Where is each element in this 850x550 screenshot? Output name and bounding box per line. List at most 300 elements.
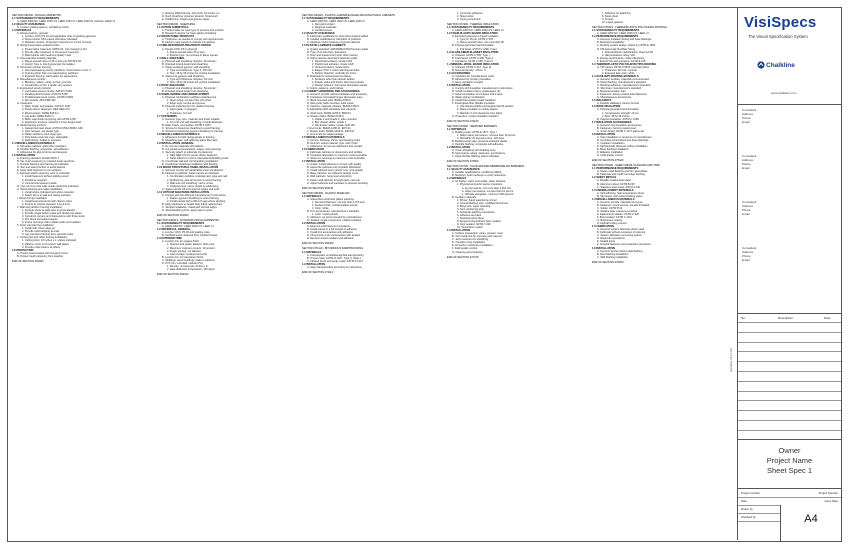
spec-line: 2. Joist hangers, top flange type <box>22 129 59 133</box>
spec-line: A. Adhesives for field gluing panels to framing <box>162 135 215 139</box>
spec-line: B. Auxiliary materials <box>452 195 477 199</box>
spec-line: 1. Surfaces other than drawer bodies <box>312 77 355 81</box>
section-heading: END OF SECTION 061000 <box>12 259 44 263</box>
spec-line: A. Building wrap: ASTM E 1677, Type I <box>452 130 497 134</box>
spec-line: B. Nails, brads, and staples: ASTM F 1667 <box>162 123 211 127</box>
spec-line: C. Provide blocking and framing as indicated <box>17 163 69 167</box>
spec-line: 2. Heat deflection temperature: 130 deg F <box>167 267 216 271</box>
spec-line: E. Miscellaneous lumber: <box>17 77 46 81</box>
spec-line: F. Walkway installation <box>597 151 623 155</box>
spec-line: 1. Flame-spread index 25 or less <box>167 50 205 54</box>
spec-line: E. Coordinate sheathing installation with flashing <box>162 163 218 167</box>
spec-line: A. Lumber: DOC PS 20 and grading rules <box>162 231 210 235</box>
spec-line: I. Wood furring installation <box>17 196 47 200</box>
spec-line: 1. Fire/windstorm classification: Class 1A-90 <box>602 50 653 54</box>
spec-line: F. Conceal fasteners and expansion provisions <box>597 243 651 247</box>
spec-line: C. Space panels 1/8 inch apart at edges and ends <box>162 187 220 191</box>
spec-line: B. Trowel coats: ASTM D 1227, Type II, Class 1 <box>307 256 362 260</box>
spec-line: 3. Exposed framing: hand-select for appearance <box>22 74 78 78</box>
spec-line: 1. Install level and plumb with closure strips <box>22 199 72 203</box>
spec-line: A. General: roof insulation accessories <box>597 123 642 127</box>
spec-line: C. Back-mounted pulls: BHMA A156.9 <box>307 99 351 103</box>
spec-line: A. Glass-fiber-reinforced plastic paneling <box>307 197 354 201</box>
spec-column-3 <box>302 12 442 538</box>
spec-line: H. Asphalt roofing cement <box>597 222 627 226</box>
section-heading: END OF SECTION 062013 <box>157 272 189 276</box>
section-heading: SECTION 061600 - SHEATHING <box>157 23 196 27</box>
spec-line: A. Cold-applied, emulsified-asphalt dampproofing <box>307 253 364 257</box>
spec-line: A. Examine substrates for compliance <box>307 225 351 229</box>
spec-line: A. LEED 2009 NC; LEED 2009 CS; LEED 2009 CI <box>307 20 365 24</box>
spec-line: F. Engineered wood products: <box>17 87 52 91</box>
spec-line: 1. Horizontal surfaces: Grade HGS <box>312 59 353 63</box>
spec-line: 1. Nails, brads, and staples: ASTM F 1667 <box>22 105 71 109</box>
spec-line: B. Oriented-strand-board wall sheathing <box>162 62 208 66</box>
spec-line: A. Air barrier: vapor permeable, water resistive <box>452 180 506 184</box>
spec-line: K. Floor joist framing installation <box>17 224 54 228</box>
section-heading: SECTION 064116 - PLASTIC-LAMINATE-FACED ARCHITECTURAL CABINETS <box>302 14 395 17</box>
spec-line: D. Transition strip installation <box>452 241 486 245</box>
spec-line: C. Bonding adhesive: manufacturer's standard <box>597 84 651 88</box>
spec-line: 2. Interior Type A, low-hygroscopic formulation <box>22 62 76 66</box>
section-heading: END OF SECTION 076200 <box>592 260 624 264</box>
article-heading: 1.1 SUSTAINABILITY REQUIREMENTS <box>157 222 205 226</box>
section-heading: END OF SECTION 064116 <box>302 186 334 190</box>
spec-line: 3. Mark lumber with treatment quality mark <box>22 53 72 57</box>
spec-line: 1. Ceiling joists: 16 inches o.c. unless indicated <box>22 239 77 243</box>
spec-line: 1. Use blanket widths and lengths that fill cavities <box>457 105 514 109</box>
article-heading: 1.4 CABINET HARDWARE AND ACCESSORIES <box>302 90 360 94</box>
article-heading: 1.5 ROOF SHEATHING <box>157 84 185 88</box>
spec-line: E. Energy performance: solar reflectance <box>597 56 645 60</box>
spec-line: B. Sheet flashing: manufacturer's standard <box>597 81 646 85</box>
spec-line: A. Protect wood treated with inorganic boron <box>17 251 69 255</box>
spec-line: 1. Galvanized steel sheet, ASTM A 653/A 653M, G60 <box>22 126 83 130</box>
info-key: Checked by <box>741 515 756 519</box>
info-key: Date <box>741 499 747 503</box>
spec-line: C. Eave ventilation troughs <box>452 81 483 85</box>
spec-line: F. Colors, patterns, and finishes <box>307 87 344 91</box>
spec-line: 9. Joint sealant: ASTM C 920 <box>457 223 491 227</box>
spec-line: 1. Thickness: 60 mils, nominal <box>602 68 637 72</box>
section-heading: END OF SECTION 066400 <box>302 242 334 246</box>
info-value: Issue Date <box>824 499 838 503</box>
revision-table <box>738 313 841 440</box>
spec-line: 2. Install panels with a 3/8-inch gap where abutting <box>167 199 226 203</box>
spec-line: B. Certified wood: obtained from certified forests <box>162 234 218 238</box>
section-heading: SECTION 076200 - SHEET METAL FLASHING AND TRIM <box>592 164 660 168</box>
consultant-address: Address <box>742 250 754 254</box>
consultant-block <box>738 108 841 138</box>
sheet-title: Sheet Spec 1 <box>766 466 813 475</box>
spec-line: D. Sealant tape: pressure-sensitive <box>597 209 638 213</box>
spec-line: E. Metal termination bars <box>597 90 626 94</box>
spec-line: B. Building-wrap tape: pressure-sensitive plastic <box>452 139 508 143</box>
spec-line: 10. Termination mastic <box>457 226 483 230</box>
spec-line: C. Stainless-steel sheet: ASTM A 240 <box>597 185 640 189</box>
spec-line: 3. Vertical surfaces: Grade HGS <box>312 65 349 69</box>
spec-line: C. Joint treatment for sheathing <box>452 238 489 242</box>
article-heading: 1.3 EXTERIOR TRIM <box>157 237 182 241</box>
spec-line: D. Coordinate wall and roof sheathing installation <box>162 160 219 164</box>
spec-line: 1. Lumber: DOC PS 20 and applicable rules of grading agencies <box>22 35 96 39</box>
spec-line: 3. Construct corners and intersections with three studs <box>22 215 85 219</box>
spec-line: 3. Rafter tiedowns, bent strap type <box>22 132 62 136</box>
spec-line: 2. Provide solid blocking at ends <box>22 230 60 234</box>
revision-header-description: Description <box>778 316 794 320</box>
spec-line: 1. Grade 1 and Grade 2: side mounted <box>312 117 357 121</box>
spec-line: B. Flexible flashing: composite, self-adhesive <box>17 148 69 152</box>
spec-line: J. Drawer locks: BHMA A156.11, E07041 <box>307 129 354 133</box>
spec-line: B. Material compatibility <box>597 41 625 45</box>
spec-line: a. Air permeance: not more than 0.004 cfm <box>462 186 512 190</box>
spec-column-5 <box>592 12 732 538</box>
spec-line: 3. Wood screws: ASME B18.6.1 <box>22 111 59 115</box>
spec-line: B. Set rough carpentry to required levels and lines <box>17 160 75 164</box>
revision-header-no: No. <box>741 316 746 320</box>
section-heading: SECTION 072726 - FLUID-APPLIED MEMBRANE AIR BARRIERS <box>447 165 525 169</box>
spec-sheet <box>2 2 848 548</box>
spec-line: B. Type of construction: frameless <box>307 50 347 54</box>
spec-line: D. Mechanically fastened roofing installation <box>597 145 648 149</box>
spec-line: A. LEED 2009 NC; LEED 2009 CS; LEED v4 <box>162 225 214 229</box>
spec-line: C. Install trim accessories with adhesive <box>307 231 353 235</box>
spec-line: 4. Post bases and post caps, adjustable <box>22 135 68 139</box>
spec-line: 1. Foil faced, ASTM C 1289, Type I <box>457 47 498 51</box>
article-heading: 1.2 FOAM-PLASTIC BOARD INSULATION <box>447 32 498 36</box>
spec-line: 6. Expansion anchors: capacity 6 times design load <box>22 120 81 124</box>
spec-line: 1. Install where indicated and where required <box>22 190 74 194</box>
logo-tagline: The Visual Specification System <box>748 34 808 39</box>
consultant-email: Email <box>742 166 750 170</box>
spec-line: 1. Install with crown edge up <box>22 227 55 231</box>
spec-line: B. Wood-preservative-treated lumber: <box>17 44 61 48</box>
spec-line: B. Cut panels at penetrations, edges, and openings <box>162 148 221 152</box>
article-heading: 1.4 AUXILIARY ROOFING MATERIALS <box>592 74 639 78</box>
spec-line: 1. Face grade: C-plugged <box>167 108 197 112</box>
spec-line: 2. Power-driven fasteners: NES NER-272 <box>22 108 70 112</box>
spec-line: 6. Adhesive and tape <box>457 213 482 217</box>
spec-line: C. Apply flexible flashing where indicated <box>452 155 500 159</box>
spec-line: 2. Size: 48 by 96 inches <box>602 114 630 118</box>
consultant-phone: Phone <box>742 162 751 166</box>
section-heading: SECTION 071113 - BITUMINOUS DAMPPROOFING <box>302 247 364 251</box>
spec-line: 1. Install fasteners without splitting wood <box>22 175 69 179</box>
spec-line: E. Sealed joints <box>597 240 616 244</box>
spec-line: D. Roof sheathing: plywood, Exterior, Structural I <box>162 15 218 19</box>
spec-line: B. Installer qualifications: fabricator of products <box>307 38 361 42</box>
spec-line: E. Install foam-plastic board insulation <box>452 99 496 103</box>
article-heading: 1.7 INSTALLATION <box>302 160 325 164</box>
spec-line: C. Adhesives: do not use adhesives that contain <box>307 145 363 149</box>
spec-line: B. Mockups: build mockups to verify selections <box>452 174 506 178</box>
spec-line: A. Sheet metal flashing and trim assemblies <box>597 170 648 174</box>
spec-line: A. General: type, size, material, and finish suitable <box>162 117 220 121</box>
section-heading: SECTION 062013 - EXTERIOR FINISH CARPENTRY <box>157 219 220 223</box>
spec-line: B. Nominal density: 4 lb/cu. ft. <box>452 68 487 72</box>
spec-line: 2. Allowable UV exposure time: 120 days <box>457 136 505 140</box>
spec-line: A. General: comply with applicable recommendations <box>162 169 224 173</box>
revision-header-date: Date <box>824 316 831 320</box>
spec-line: 2. Counterflashing strip: modified bituminous <box>457 201 509 205</box>
spec-line: K. Grommets for cable passage <box>307 132 344 136</box>
spec-line: 2. Size: 48 by 96 inches for vertical installation <box>167 71 221 75</box>
spec-line: F. Securely attach carpentry work to substrate <box>17 172 70 176</box>
spec-line: A. Polyisocyanurate board insulation <box>597 108 639 112</box>
article-heading: 1.5 MISCELLANEOUS MATERIALS <box>302 135 345 139</box>
revision-row-line <box>738 351 841 352</box>
spec-line: 3. Maintain 3-inch clearance from lights <box>457 111 503 115</box>
consultant-label: Consultant <box>742 246 757 250</box>
revision-row-line <box>738 430 841 431</box>
spec-line: 2. Attach items to wall and ceiling surfaces <box>22 193 71 197</box>
spec-line: D. Sealant: single-component, mildew-resistant <box>307 219 362 223</box>
article-heading: 1.7 INSULATION ACCESSORIES <box>592 120 632 124</box>
article-heading: 1.10 WOOD STRUCTURAL PANEL INSTALLATION <box>157 166 219 170</box>
spec-line: B. Install panels in a full spread of adhesive <box>307 228 357 232</box>
article-heading: 1.2 SHEET METALS <box>592 176 617 180</box>
spec-line: 1. Combination subfloor-underlayment: glue and nail <box>167 175 228 179</box>
consultant-email: Email <box>742 258 750 262</box>
article-heading: 1.2 MATERIALS <box>447 177 467 181</box>
spec-line: 2. Size: 48 by 96 inches for vertical installation <box>167 81 221 85</box>
spec-line: A. Comply with GA-253 and manufacturer's instructions <box>162 193 226 197</box>
spec-line: C. Insulation installation <box>597 141 625 145</box>
info-row <box>781 497 841 505</box>
spec-line: 3. Lap members framing from opposite sides <box>22 233 74 237</box>
spec-line: F. Butyl sealant: ASTM C 1311 <box>597 216 632 220</box>
consultant-label: Consultant <box>742 154 757 158</box>
article-heading: 1.4 MISCELLANEOUS MATERIALS <box>12 141 55 145</box>
spec-line: A. Extruded polystyrene board insulation <box>452 35 499 39</box>
spec-line: B. Fasteners: wood screws, annular threaded <box>597 203 650 207</box>
revision-row-line <box>738 391 841 392</box>
section-heading: END OF SECTION 071113 <box>302 270 334 274</box>
spec-line: 3. Provide collar beams at rafters <box>22 245 61 249</box>
spec-line: G. Fasteners: <box>17 102 33 106</box>
spec-line: D. Glass-mat gypsum wall sheathing <box>162 74 205 78</box>
spec-line: E. Base flashing installation <box>597 148 629 152</box>
spec-line: L. Ceiling joist and rafter framing installation <box>17 236 68 240</box>
spec-line: B. Lumber trim for transparent finish <box>162 255 204 259</box>
spec-line: 4. Edges: PVC T-mold matching laminate <box>312 68 360 72</box>
spec-line: 2. Table 2304.9.1 in ICC's International Building Code <box>167 157 229 161</box>
company-url: www.chalkline.com <box>771 91 797 95</box>
spec-line: A. Start installation in presence of manufacturer <box>597 135 652 139</box>
spec-line: A. Cover sheathing with building wrap <box>452 149 496 153</box>
spec-line: A. Metallic-coated steel sheet <box>597 179 631 183</box>
consultant-address: Address <box>742 158 754 162</box>
spec-line: C. Foil faced, ASTM C 665, Type III <box>452 59 493 63</box>
spec-line: 1. Physical and performance properties <box>457 183 503 187</box>
spec-line: C. Wall flashing installation <box>597 255 628 259</box>
article-heading: 1.1 QUALITY ASSURANCE <box>447 168 480 172</box>
spec-line: A. LEED 2009 NC; LEED 2009 CS; LEED 2009 CI; LEED 2009 for Schools; LEED v4 <box>17 20 116 24</box>
spec-line: A. Apply dampproofing according to instructions <box>307 265 362 269</box>
spec-line: B. Fabricate and install roof edge flashing <box>597 173 645 177</box>
spec-line: 1. Species and grade: Eastern white pine <box>167 243 215 247</box>
spec-line: 1. Primer: liquid waterborne primer <box>457 198 497 202</box>
spec-line: 4. Underlayment: nail or staple to subflooring <box>167 184 219 188</box>
section-heading: END OF SECTION 072500 <box>447 160 479 164</box>
spec-line: D. Base cabinets: set cabinets straight, level <box>307 172 358 176</box>
spec-line: b. Vapor permeance: not less than 10 perms <box>462 189 513 193</box>
spec-line: E. Elastomeric sealant: ASTM C 920 <box>597 213 639 216</box>
spec-line: 3. Curing compound <box>457 18 481 22</box>
spec-line: B. Factory mark panels to indicate compliance <box>162 41 216 45</box>
spec-column-1 <box>12 12 152 538</box>
section-heading: SECTION 072100 - THERMAL INSULATION <box>447 23 499 27</box>
spec-line: A. Insulation for miscellaneous voids <box>452 74 494 78</box>
article-heading: 1.5 WALKWAYS <box>592 99 612 103</box>
article-heading: 1.6 FABRICATION <box>302 148 324 152</box>
spec-line: 2. Parallel-strand lumber, ASTM D 5456 <box>22 93 68 97</box>
info-key: Project number <box>741 491 760 495</box>
spec-line: C. Moldings: wood moldings made to patterns <box>162 258 215 262</box>
spec-line: 3. Countersink fastener heads <box>22 181 57 185</box>
section-heading: END OF SECTION 072100 <box>447 119 479 123</box>
spec-line: 1. Type and thickness: Regular, 1/2 inch <box>167 77 213 81</box>
spec-line: H. Metal framing anchors: <box>17 123 47 127</box>
article-heading: 1.1 SUSTAINABILITY REQUIREMENTS <box>447 26 495 30</box>
spec-line: B. Complete fabrication to maximum extent possible <box>307 154 367 158</box>
article-heading: 1.4 MISCELLANEOUS MATERIALS <box>592 197 635 201</box>
spec-line: 5. Bolts: steel bolts complying with ASTM A 307 <box>22 117 77 121</box>
spec-line: 1. Preservative treatment: AWPA U1; Use Category UC2 <box>22 47 87 51</box>
spec-line: 1. Flame-spread index of 25 or less per ASTM E 84 <box>22 59 81 63</box>
spec-line: A. Lumber grading agency: certified by ALSC <box>17 26 69 30</box>
spec-line: 3. Color: white <box>312 206 329 210</box>
spec-line: C. Shop-cut openings to maximum extent possible <box>307 157 365 161</box>
spec-line: D. Sort and select lumber to avoid defects <box>17 166 66 170</box>
revision-row-line <box>738 381 841 382</box>
spec-line: C. Adhesives for gluing furring and sleepers <box>17 151 68 155</box>
spec-line: C. Extend insulation to envelope entire area <box>452 93 503 97</box>
spec-line: B. Trim accessories: manufacturer's standard <box>307 209 359 213</box>
article-heading: 1.2 INSTALLATION <box>302 222 325 226</box>
spec-body <box>8 8 736 540</box>
spec-line: 1. Type IV, 25 psi, ASTM C 578 <box>457 38 493 42</box>
spec-line: 9. Screws <box>602 18 614 22</box>
spec-line: 3. Finger jointing: not allowed <box>167 249 201 253</box>
spec-line: D. Slip sheet: manufacturer's standard <box>597 87 642 91</box>
article-heading: 1.3 GLASS-FIBER BLANKET INSULATION <box>447 50 499 54</box>
spec-line: F. Fasteners: factory-coated steel fasteners <box>597 93 647 97</box>
spec-line: 1. Water-vapor permeance: not less than 10 perms <box>457 133 516 137</box>
spec-line: A. Lumber trim for opaque finish <box>162 240 199 244</box>
article-heading: 1.3 THERMOPLASTIC POLYOLEFIN (TPO) ROOFING <box>592 62 657 66</box>
spec-line: B. Sheathing tape: self-adhering glass-fiber tape <box>162 138 218 142</box>
spec-line: 2. Sheet stock <box>457 15 474 19</box>
spec-line: G. Shelf rests: BHMA A156.9, B04013 <box>307 111 351 115</box>
section-heading: END OF SECTION 072726 <box>447 255 479 259</box>
spec-line: C. Cover board: ASTM C 1177 glass-mat <box>597 129 644 133</box>
spec-line: 2. Dress lumber S4S unless otherwise indicated <box>22 38 78 42</box>
article-heading: 1.2 WOOD PANEL PRODUCTS <box>157 35 195 39</box>
consultant-label: Consultant <box>742 200 757 204</box>
spec-line: A. Surface preparation: clean, prepare, treat <box>452 232 503 236</box>
spec-line: A. Panels: DOC PS 1 plywood <box>162 47 197 51</box>
spec-column-4 <box>447 12 587 538</box>
spec-line: 2. Flame-spread index: not more than 25 <box>457 41 504 45</box>
spec-line: B. Kraft faced, ASTM C 665, Type II <box>452 56 494 60</box>
spec-line: 4. Fire block concealed spaces <box>22 218 58 222</box>
spec-line: A. TPO sheet: ASTM D 6878, internally fabric <box>597 65 649 69</box>
spec-line: A. LEED 2009 NC; LEED 2009 CS; LEED v4 <box>452 29 504 33</box>
spec-line: 10. Liquid gaskets <box>602 21 623 25</box>
spec-line: 7. Adhesive for attaching <box>602 12 631 15</box>
section-heading: SECTION 075423 - THERMOPLASTIC POLYOLEFIN ROOFING <box>592 26 667 30</box>
consultant-email: Email <box>742 120 750 124</box>
spec-line: 1. Density: not less than 31 lb/cu. ft. <box>167 264 209 268</box>
spec-line: 1. Non-load-bearing interior partitions: Construction or No. 2 <box>22 68 91 72</box>
article-heading: 1.1 SUSTAINABILITY REQUIREMENTS <box>12 17 60 21</box>
spec-line: 2. Framing other than non-load-bearing partitions <box>22 71 79 75</box>
spec-line: 2. Regional materials <box>312 26 337 30</box>
spec-line: A. General: provide materials and types <box>597 200 643 204</box>
spec-line: D. FM Approvals' RoofNav listing <box>597 47 635 51</box>
spec-line: B. Adhesive for bonding insulation <box>452 77 492 81</box>
spec-line: 3. Drawer bottoms: thermoset decorative panels <box>312 84 368 88</box>
article-heading: 1.11 GYPSUM SHEATHING INSTALLATION <box>157 190 210 194</box>
consultant-block <box>738 246 841 276</box>
spec-line: 2. Predrill as required <box>22 178 47 182</box>
spec-line: B. Fasteners: factory-coated steel <box>597 126 636 130</box>
spec-line: C. Door and drawer-front style: flush overlay <box>307 53 358 57</box>
spec-line: 3. Certified wood <box>312 29 332 33</box>
spec-line: G. Use common wire nails unless otherwise indicated <box>17 184 79 188</box>
article-heading: 1.8 MISCELLANEOUS MATERIALS <box>157 132 200 136</box>
spec-line: F. Fasten wall cabinets through back, near top <box>307 178 360 182</box>
spec-line: A. General: provide cabinet hardware and accessory <box>307 93 368 97</box>
project-name: Project Name <box>766 456 813 465</box>
spec-line: B. Polyisocyanurate board insulation <box>452 44 494 48</box>
spec-line: 4. Rim boards, APA PRR-401 <box>22 99 56 103</box>
spec-line: A. Self-adhering, high-temperature sheet <box>597 191 644 195</box>
consultant-phone: Phone <box>742 208 751 212</box>
spec-line: 2. Construction or No. 2 grade, any species <box>22 84 72 88</box>
spec-line: C. Seams: fabricate nonmoving seams <box>597 234 642 238</box>
consultant-address: Address <box>742 204 754 208</box>
spec-line: 1. Laminated-veneer lumber, ASTM D 5456 <box>22 90 72 94</box>
spec-line: 1. Nominal thickness: not less than 0.075 inch <box>312 200 365 204</box>
spec-line: F. Adjustable shelf standards and supports <box>307 108 356 112</box>
article-heading: 1.5 ACCESSORIES <box>447 71 471 75</box>
spec-line: A. General: installed roofing and base flashings <box>597 38 652 42</box>
info-row <box>738 513 781 522</box>
revision-row-line <box>738 342 841 343</box>
spec-line: B. Slip sheet: rosin-sized building paper <box>597 194 643 198</box>
spec-line: 8. Sprayed polyurethane foam sealant <box>457 220 501 224</box>
spec-line: B. Research reports: for foam-plastic sheathing <box>162 32 217 36</box>
spec-line: 5. Hold-downs, bolted or screwed <box>22 138 61 142</box>
spec-line: C. Screws for fastening sheathing to wood framing <box>162 126 220 130</box>
spec-line: 1. Compressive strength: 20 psi <box>602 111 639 115</box>
spec-line: 1. Continuity adhesive <box>457 12 483 15</box>
spec-line: B. Plywood underlayment for resilient flooring <box>162 105 215 109</box>
revision-row-line <box>738 420 841 421</box>
revision-row-line <box>738 410 841 411</box>
spec-line: G. Cleaning and protection <box>452 250 483 254</box>
spec-line: 5. Pattern direction: vertically for doors <box>312 71 357 75</box>
spec-line: H. Wood blocking and nailer installation <box>17 187 63 191</box>
spec-line: J. Wall and partition framing installation <box>17 205 63 209</box>
spec-line: A. Plywood combination subfloor-underlayment <box>162 96 217 100</box>
project-block <box>738 439 841 488</box>
spec-line: 5. Frame openings with multiple studs and headers <box>22 221 81 225</box>
spec-line: A. Thickness: as needed to comply with requirements <box>162 38 224 42</box>
consultant-block <box>738 200 841 230</box>
